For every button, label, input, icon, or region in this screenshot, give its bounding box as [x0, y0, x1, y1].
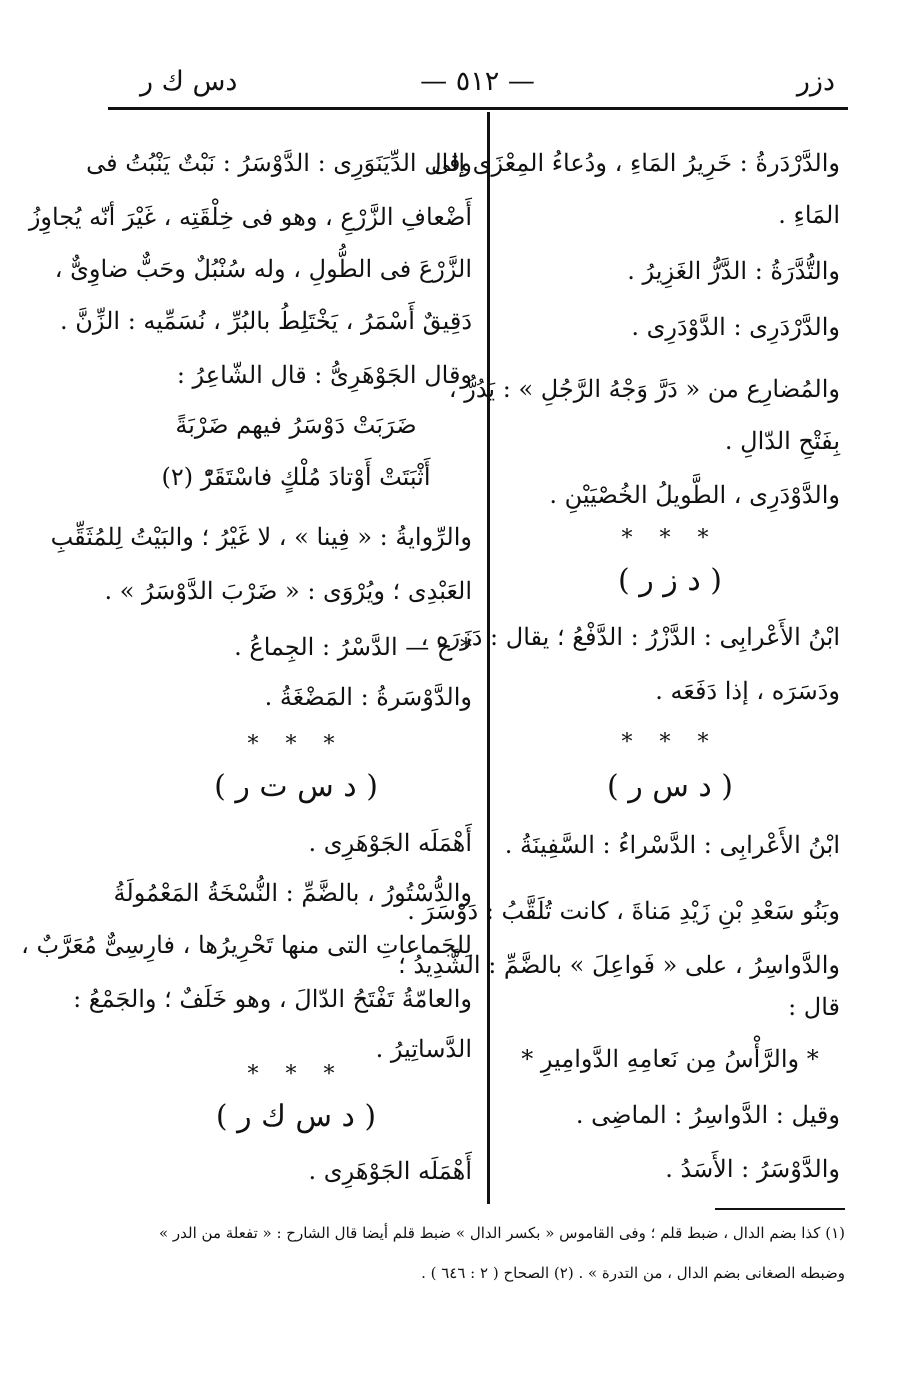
footnote-line: وضبطه الصغانى بضم الدال ، من التدرة » . (٢) الصحاح ( ٢ : ٦٤٦ ) .: [421, 1264, 845, 1282]
text-line: وبَنُو سَعْدِ بْنِ زَيْدِ مَناةَ ، كانت تُلَقَّبُ : دَوْسَرَ .: [407, 897, 840, 925]
text-line: العَبْدِى ؛ ويُرْوَى : « ضَرْبَ الدَّوْسَرُ » .: [104, 577, 472, 605]
text-line: والرِّوايةُ : « فِينا » ، لا غَيْرُ ؛ والبَيْتُ لِلمُثَقِّبِ: [50, 523, 472, 551]
separator-stars: * * *: [247, 732, 345, 757]
text-line: والتُّدَّرَةُ : الدَّرُّ الغَزِيرُ .: [627, 257, 840, 285]
text-line: قال :: [788, 993, 840, 1021]
text-line: والدَّرْدَرةُ : خَرِيرُ المَاءِ ، ودُعاءُ المِعْزَى إلى: [431, 149, 840, 177]
text-line: الدَّساتِيرُ .: [375, 1035, 472, 1063]
text-line: أَضْعافِ الزَّرْعِ ، وهو فى خِلْقَتِه ، غَيْرَ أنّه يُجاوِزُ: [28, 203, 472, 231]
footnote-rule: [715, 1208, 845, 1210]
text-line: والدَّوْدَرِى ، الطَّويلُ الخُصْيَيْنِ .: [549, 481, 840, 509]
text-line: والدَّرْدَرِى : الدَّوْدَرِى .: [631, 313, 840, 341]
separator-stars: * * *: [621, 526, 719, 551]
verse-line: أَثْبَتَتْ أَوْتادَ مُلْكٍ فاسْتَقَرّْ (٢): [161, 463, 431, 491]
header-root-right: دزر: [796, 66, 835, 97]
text-line: والدَّوْسَرةُ : المَضْغَةُ .: [264, 683, 472, 711]
header-rule: [108, 107, 848, 110]
text-line: أَهْمَلَه الجَوْهَرِى .: [308, 1157, 472, 1185]
entry-heading-dsr: ( د س ر ): [606, 769, 734, 804]
footnote-line: (١) كذا بضم الدال ، ضبط قلم ؛ وفى القاموس « بكسر الدال » ضبط قلم أيضا قال الشارح : « تفعلة من الدر »: [158, 1224, 845, 1242]
page-header: [110, 66, 845, 106]
text-line: لِلجَماعاتِ التى منها تَحْرِيرُها ، فارِسِىٌّ مُعَرَّبٌ ،: [21, 931, 472, 959]
text-line: وقيل : الدَّواسِرُ : الماضِى .: [575, 1101, 840, 1129]
text-line: ابْنُ الأَعْرابِى : الدَّزْرُ : الدَّفْعُ ؛ يقال : دَزَرَه ،: [420, 623, 840, 651]
verse-line: * والرَّأْسُ مِن نَعامِهِ الدَّوامِيرِ *: [521, 1045, 819, 1073]
text-line: بِفَتْحِ الدّالِ .: [724, 427, 840, 455]
header-root-left: دس ك ر: [140, 66, 238, 97]
separator-stars: * * *: [247, 1062, 345, 1087]
entry-heading-dskr: ( د س ك ر ): [215, 1099, 377, 1134]
text-line: والدَّوْسَرُ : الأَسَدُ .: [665, 1155, 840, 1183]
column-divider: [487, 112, 490, 1204]
text-line: والدَّواسِرُ ، على « فَواعِلَ » بالضَّمِّ : الشَّدِيدُ ؛: [398, 951, 840, 979]
text-line: وقال الدِّيَنَوَرِى : الدَّوْسَرُ : نَبْتٌ يَنْبُتُ فى: [86, 149, 472, 177]
entry-heading-dstr: ( د س ت ر ): [214, 769, 378, 804]
text-line: والمُضارِع من « دَرَّ وَجْهُ الرَّجُلِ » : يَدُرُّ ،: [448, 375, 840, 403]
text-line: الزَّرْعَ فى الطُّولِ ، وله سُنْبُلٌ وحَبٌّ ضاوِىٌّ ،: [54, 255, 472, 283]
page-number: — ٥١٢ —: [420, 66, 535, 97]
text-line: ودَسَرَه ، إذا دَفَعَه .: [655, 677, 840, 705]
text-line: أَهْمَلَه الجَوْهَرِى .: [308, 829, 472, 857]
separator-stars: * * *: [621, 730, 719, 755]
entry-heading-dzr: ( د ز ر ): [618, 563, 722, 598]
text-line: وقال الجَوْهَرِىُّ : قال الشّاعِرُ :: [176, 361, 472, 389]
text-line: ابْنُ الأَعْرابِى : الدَّسْراءُ : السَّفِينَةُ .: [504, 831, 840, 859]
text-line: المَاءِ .: [778, 201, 840, 229]
text-line: دَقِيقٌ أَسْمَرُ ، يَخْتَلِطُ بالبُرِّ ، نُسَمِّيه : الزِّنَّ .: [59, 307, 472, 335]
text-line: والعامّةُ تَفْتَحُ الدّالَ ، وهو خَلَفٌ ؛ والجَمْعُ :: [73, 985, 472, 1013]
text-line: والدُّسْتُورُ ، بالضَّمِّ : النُّسْخَةُ المَعْمُولَةُ: [113, 879, 472, 907]
text-line: * ح — الدَّسْرُ : الجِماعُ .: [234, 633, 472, 661]
verse-line: ضَرَبَتْ دَوْسَرُ فيهم ضَرْبَةً: [175, 411, 417, 439]
